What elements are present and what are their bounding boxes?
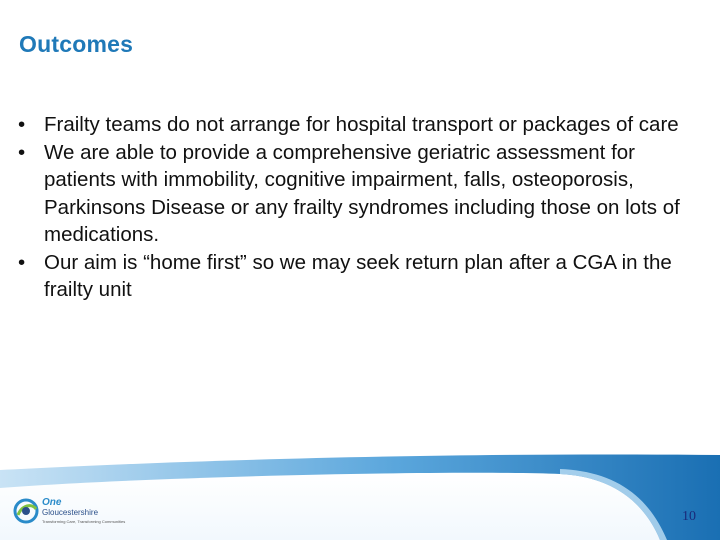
bullet-icon: •: [18, 113, 26, 136]
logo-swirl-icon: [12, 497, 40, 525]
logo-one-text: One: [42, 497, 62, 508]
logo-tagline-text: Transforming Care, Transforming Communities: [42, 519, 126, 524]
bullet-text: Our aim is “home first” so we may seek return plan after a CGA in the frailty unit: [44, 250, 672, 301]
one-gloucestershire-logo: [12, 497, 142, 529]
page-number: 10: [682, 509, 696, 524]
bullet-text: We are able to provide a comprehensive geriatric assessment for patients with immobility, cognitive impairment, falls, osteoporosis, Parkinsons Disease or any frailty syndromes including those on lots of medications.: [44, 140, 680, 246]
bullet-icon: •: [18, 250, 26, 274]
slide-title: Outcomes: [19, 31, 134, 57]
logo-name-text: Gloucestershire: [42, 508, 99, 517]
bullet-icon: •: [18, 140, 26, 164]
bullet-text: Frailty teams do not arrange for hospital transport or packages of care: [44, 113, 679, 136]
